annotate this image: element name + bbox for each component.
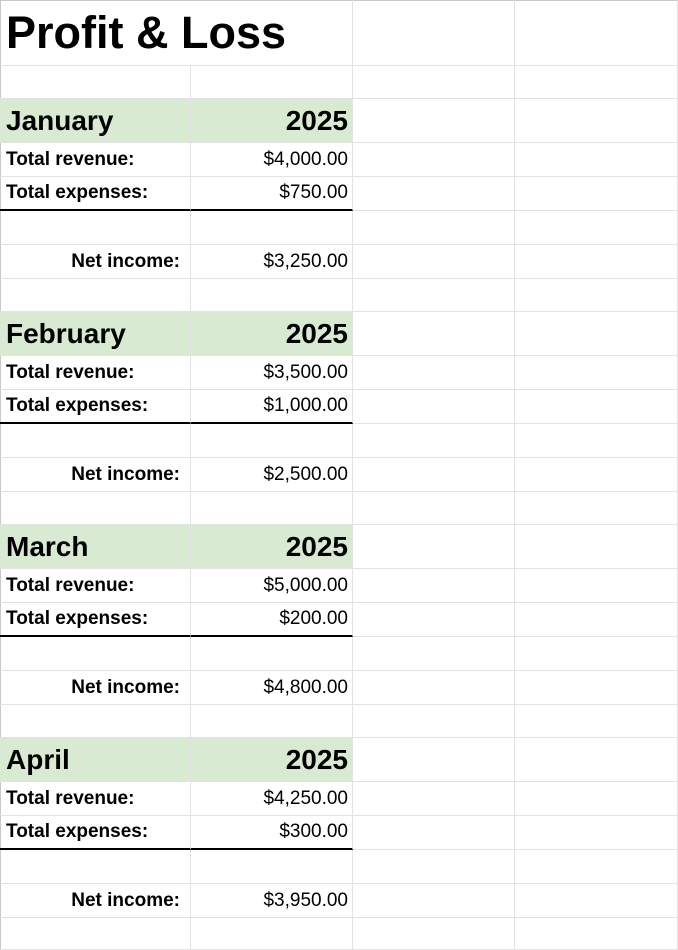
empty-cell[interactable]	[515, 569, 678, 603]
empty-cell[interactable]	[515, 884, 678, 918]
net-income-label-cell[interactable]: Net income:	[0, 671, 191, 705]
empty-cell[interactable]	[515, 99, 678, 143]
revenue-row	[0, 356, 678, 390]
title-row	[0, 0, 678, 66]
empty-cell[interactable]	[353, 884, 515, 918]
empty-cell[interactable]	[353, 671, 515, 705]
revenue-value-cell[interactable]: $4,000.00	[191, 143, 353, 177]
empty-cell[interactable]	[515, 143, 678, 177]
revenue-label-cell[interactable]: Total revenue:	[0, 143, 191, 177]
spacer-row	[0, 850, 678, 884]
expenses-value-cell[interactable]: $300.00	[191, 816, 353, 850]
empty-cell[interactable]	[515, 918, 678, 950]
year-cell[interactable]: 2025	[191, 738, 353, 782]
empty-cell[interactable]	[353, 390, 515, 424]
empty-cell[interactable]	[353, 492, 515, 525]
page-title[interactable]: Profit & Loss	[0, 0, 353, 66]
empty-cell[interactable]	[353, 143, 515, 177]
spacer-row	[0, 637, 678, 671]
empty-cell[interactable]	[353, 738, 515, 782]
empty-cell[interactable]	[515, 312, 678, 356]
empty-cell[interactable]	[353, 569, 515, 603]
empty-cell[interactable]	[353, 458, 515, 492]
empty-cell[interactable]	[353, 312, 515, 356]
net-income-value-cell[interactable]: $3,950.00	[191, 884, 353, 918]
empty-cell[interactable]	[191, 424, 353, 458]
empty-cell[interactable]	[353, 177, 515, 211]
empty-cell[interactable]	[515, 705, 678, 738]
empty-cell[interactable]	[0, 66, 191, 99]
spacer-row	[0, 279, 678, 312]
expenses-row	[0, 390, 678, 424]
empty-cell[interactable]	[353, 816, 515, 850]
empty-cell[interactable]	[353, 211, 515, 245]
empty-cell[interactable]	[0, 492, 191, 525]
empty-cell[interactable]	[515, 816, 678, 850]
revenue-label-cell[interactable]: Total revenue:	[0, 782, 191, 816]
expenses-label-cell[interactable]: Total expenses:	[0, 390, 191, 424]
empty-cell[interactable]	[515, 492, 678, 525]
month-name-cell[interactable]: February	[0, 312, 191, 356]
revenue-row	[0, 782, 678, 816]
empty-cell[interactable]	[191, 850, 353, 884]
empty-cell[interactable]	[353, 245, 515, 279]
expenses-label-cell[interactable]: Total expenses:	[0, 177, 191, 211]
spacer-row	[0, 705, 678, 738]
empty-cell[interactable]	[515, 356, 678, 390]
empty-cell[interactable]	[515, 850, 678, 884]
net-income-row	[0, 671, 678, 705]
net-income-label-cell[interactable]: Net income:	[0, 458, 191, 492]
revenue-value-cell[interactable]: $4,250.00	[191, 782, 353, 816]
empty-cell[interactable]	[515, 245, 678, 279]
revenue-label-cell[interactable]: Total revenue:	[0, 569, 191, 603]
empty-cell[interactable]	[353, 918, 515, 950]
empty-cell[interactable]	[353, 603, 515, 637]
net-income-label-cell[interactable]: Net income:	[0, 245, 191, 279]
revenue-row	[0, 569, 678, 603]
month-header-row	[0, 312, 678, 356]
empty-cell[interactable]	[515, 671, 678, 705]
net-income-value-cell[interactable]: $3,250.00	[191, 245, 353, 279]
empty-cell[interactable]	[515, 177, 678, 211]
month-header-row	[0, 525, 678, 569]
year-cell[interactable]: 2025	[191, 312, 353, 356]
spacer-row	[0, 918, 678, 950]
empty-cell[interactable]	[353, 782, 515, 816]
net-income-label-cell[interactable]: Net income:	[0, 884, 191, 918]
empty-cell[interactable]	[515, 637, 678, 671]
expenses-label-cell[interactable]: Total expenses:	[0, 816, 191, 850]
net-income-row	[0, 458, 678, 492]
empty-cell[interactable]	[515, 279, 678, 312]
net-income-row	[0, 245, 678, 279]
empty-cell[interactable]	[191, 918, 353, 950]
empty-cell[interactable]	[0, 279, 191, 312]
net-income-value-cell[interactable]: $4,800.00	[191, 671, 353, 705]
empty-cell[interactable]	[515, 458, 678, 492]
expenses-label-cell[interactable]: Total expenses:	[0, 603, 191, 637]
empty-cell[interactable]	[0, 918, 191, 950]
empty-cell[interactable]	[515, 66, 678, 99]
empty-cell[interactable]	[0, 637, 191, 671]
revenue-label-cell[interactable]: Total revenue:	[0, 356, 191, 390]
empty-cell[interactable]	[353, 850, 515, 884]
expenses-value-cell[interactable]: $1,000.00	[191, 390, 353, 424]
month-name-cell[interactable]: January	[0, 99, 191, 143]
empty-cell[interactable]	[353, 99, 515, 143]
empty-cell[interactable]	[191, 211, 353, 245]
empty-cell[interactable]	[0, 424, 191, 458]
expenses-row	[0, 177, 678, 211]
month-header-row	[0, 99, 678, 143]
empty-cell[interactable]	[191, 66, 353, 99]
expenses-value-cell[interactable]: $200.00	[191, 603, 353, 637]
expenses-row	[0, 816, 678, 850]
year-cell[interactable]: 2025	[191, 525, 353, 569]
net-income-value-cell[interactable]: $2,500.00	[191, 458, 353, 492]
empty-cell[interactable]	[353, 637, 515, 671]
empty-cell[interactable]	[353, 424, 515, 458]
empty-cell[interactable]	[353, 279, 515, 312]
empty-cell[interactable]	[515, 738, 678, 782]
spacer-row	[0, 492, 678, 525]
empty-cell[interactable]	[515, 211, 678, 245]
empty-cell[interactable]	[515, 603, 678, 637]
empty-cell[interactable]	[515, 782, 678, 816]
net-income-row	[0, 884, 678, 918]
spacer-row	[0, 66, 678, 99]
spacer-row	[0, 424, 678, 458]
expenses-row	[0, 603, 678, 637]
expenses-value-cell[interactable]: $750.00	[191, 177, 353, 211]
month-header-row	[0, 738, 678, 782]
empty-cell[interactable]	[515, 525, 678, 569]
empty-cell[interactable]	[191, 279, 353, 312]
empty-cell[interactable]	[515, 0, 678, 66]
empty-cell[interactable]	[515, 424, 678, 458]
empty-cell[interactable]	[515, 390, 678, 424]
empty-cell[interactable]	[0, 211, 191, 245]
empty-cell[interactable]	[0, 850, 191, 884]
empty-cell[interactable]	[353, 525, 515, 569]
empty-cell[interactable]	[353, 705, 515, 738]
revenue-row	[0, 143, 678, 177]
year-cell[interactable]: 2025	[191, 99, 353, 143]
revenue-value-cell[interactable]: $5,000.00	[191, 569, 353, 603]
empty-cell[interactable]	[353, 66, 515, 99]
empty-cell[interactable]	[191, 705, 353, 738]
empty-cell[interactable]	[191, 492, 353, 525]
month-name-cell[interactable]: April	[0, 738, 191, 782]
empty-cell[interactable]	[353, 356, 515, 390]
revenue-value-cell[interactable]: $3,500.00	[191, 356, 353, 390]
empty-cell[interactable]	[191, 637, 353, 671]
empty-cell[interactable]	[0, 705, 191, 738]
empty-cell[interactable]	[353, 0, 515, 66]
month-name-cell[interactable]: March	[0, 525, 191, 569]
spacer-row	[0, 211, 678, 245]
